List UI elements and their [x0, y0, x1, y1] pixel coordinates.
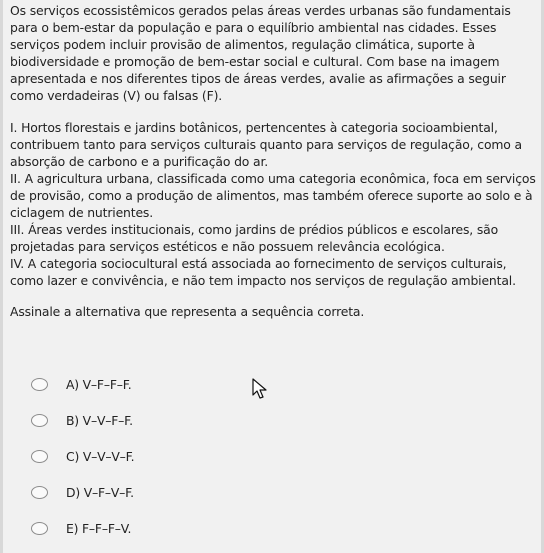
option-e[interactable]	[31, 510, 331, 546]
option-a[interactable]	[31, 366, 331, 402]
statement-3: III. Áreas verdes institucionais, como jardins de prédios públicos e escolares, são projetadas para serviços estéticos e não possuem relevância ecológica.	[10, 222, 499, 255]
answer-options	[31, 366, 331, 546]
radio-unselected-icon[interactable]	[31, 378, 48, 391]
radio-unselected-icon[interactable]	[31, 450, 48, 463]
statement-1: I. Hortos florestais e jardins botânicos, pertencentes à categoria socioambiental, contribuem tanto para serviços culturais quanto para serviços de regulação, como a absorção de carbono e a purificação do ar.	[10, 119, 522, 169]
option-a-label[interactable]: A) V–F–F–F.	[66, 376, 132, 392]
question-content	[10, 2, 540, 320]
option-b[interactable]	[31, 402, 331, 438]
option-d[interactable]	[31, 474, 331, 510]
statement-4: IV. A categoria sociocultural está associada ao fornecimento de serviços culturais, como lazer e convivência, e não tem impacto nos serviços de regulação ambiental.	[10, 256, 516, 289]
mouse-pointer-icon	[252, 378, 268, 400]
question-prompt: Assinale a alternativa que representa a sequência correta.	[10, 303, 365, 319]
option-e-label[interactable]: E) F–F–F–V.	[66, 520, 132, 536]
radio-unselected-icon[interactable]	[31, 414, 48, 427]
statements-list	[10, 119, 540, 290]
option-b-label[interactable]: B) V–V–F–F.	[66, 412, 133, 428]
radio-unselected-icon[interactable]	[31, 522, 48, 535]
radio-unselected-icon[interactable]	[31, 486, 48, 499]
statement-2: II. A agricultura urbana, classificada como uma categoria econômica, foca em serviços de provisão, como a produção de alimentos, mas também oferece suporte ao solo e à ciclagem de nutrientes.	[10, 170, 536, 221]
option-d-label[interactable]: D) V–F–V–F.	[66, 484, 134, 500]
option-c-label[interactable]: C) V–V–V–F.	[66, 448, 135, 464]
question-intro: Os serviços ecossistêmicos gerados pelas áreas verdes urbanas são fundamentais para o bem-estar da população e para o equilíbrio ambiental nas cidades. Esses serviços podem incluir provisão de alimentos, regulação climática, suporte à biodiversidade e promoção de bem-estar social e cultural. Com base na imagem apresentada e nos diferentes tipos de áreas verdes, avalie as afirmações a seguir como verdadeiras (V) ou falsas (F).	[10, 3, 511, 104]
option-c[interactable]	[31, 438, 331, 474]
